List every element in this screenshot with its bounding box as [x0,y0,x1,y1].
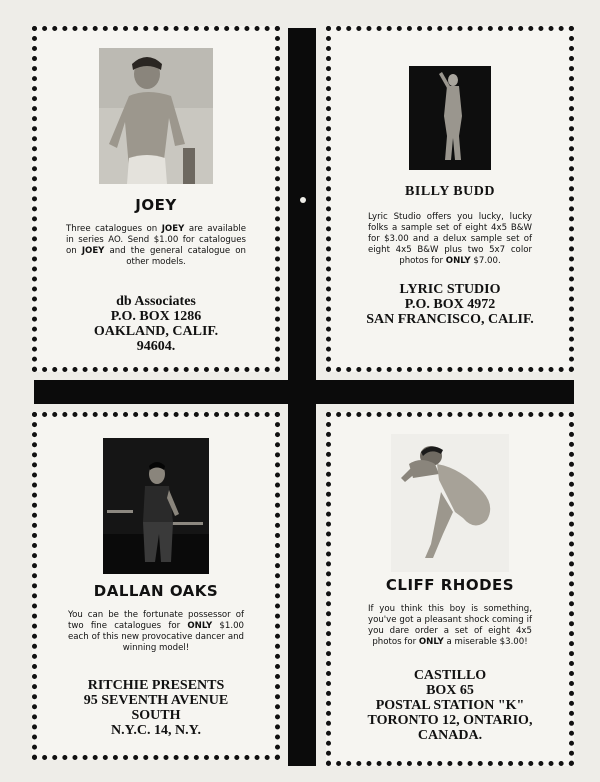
desc-emphasis: JOEY [161,224,185,234]
ad-title: JOEY [135,196,177,214]
horizontal-divider-bar [34,380,574,404]
desc-text: Three catalogues on [66,224,162,234]
ad-address [326,668,574,743]
desc-text: You can be the fortunate possessor of two fine catalogues for [68,610,244,631]
address-line: SAN FRANCISCO, CALIF. [366,312,534,327]
desc-text: a miserable $3.00! [443,637,528,647]
binding-hole [300,197,306,203]
address-line: SOUTH [131,708,181,723]
ad-title: BILLY BUDD [405,184,495,199]
address-line: CANADA. [417,728,483,743]
address-line: TORONTO 12, ONTARIO, [367,713,533,728]
ad-address [32,294,280,354]
ad-description [68,610,244,654]
address-line: POSTAL STATION "K" [375,698,525,713]
photo-billy-budd [409,66,491,170]
address-line: 94604. [136,339,176,354]
desc-text: Lyric Studio offers you lucky, lucky folks a sample set of eight 4x5 B&W for $3.00 and a delux sample set of eight 4x5 B&W plus two 5x7 color photos for [368,212,532,266]
desc-text: If you think this boy is something, you've got a pleasant shock coming if you dare order a set of eight 4x5 photos for [368,604,532,647]
ad-cliff-rhodes [326,412,574,766]
ad-address [326,282,574,327]
address-line: CASTILLO [413,668,487,683]
ad-title: CLIFF RHODES [385,576,515,594]
address-line: OAKLAND, CALIF. [93,324,219,339]
desc-text: and the general catalogue on other models. [104,246,247,267]
address-line: db Associates [116,294,196,309]
desc-text: are available in series AO. Send $1.00 for catalogues on [66,224,247,256]
ad-dallan-oaks [32,412,280,760]
desc-text: $7.00. [470,256,501,266]
ad-description [368,604,532,648]
ad-title: DALLAN OAKS [93,582,219,600]
address-line: P.O. BOX 4972 [404,297,496,312]
desc-emphasis: ONLY [418,637,444,647]
address-line: RITCHIE PRESENTS [87,678,225,693]
ad-description [368,212,532,267]
ad-joey [32,26,280,372]
address-line: N.Y.C. 14, N.Y. [111,723,201,738]
ad-billy-budd [326,26,574,372]
desc-emphasis: ONLY [187,621,213,631]
desc-emphasis: ONLY [445,256,471,266]
address-line: P.O. BOX 1286 [110,309,202,324]
photo-cliff-rhodes [391,434,509,572]
photo-joey [99,48,213,184]
address-line: 95 SEVENTH AVENUE [83,693,229,708]
desc-emphasis: JOEY [81,246,105,256]
photo-dallan-oaks [103,438,209,574]
address-line: LYRIC STUDIO [399,282,501,297]
ad-address [32,678,280,738]
ad-description [66,224,246,268]
desc-text: $1.00 each of this new provocative dancer and winning model! [68,621,244,653]
address-line: BOX 65 [426,683,474,698]
